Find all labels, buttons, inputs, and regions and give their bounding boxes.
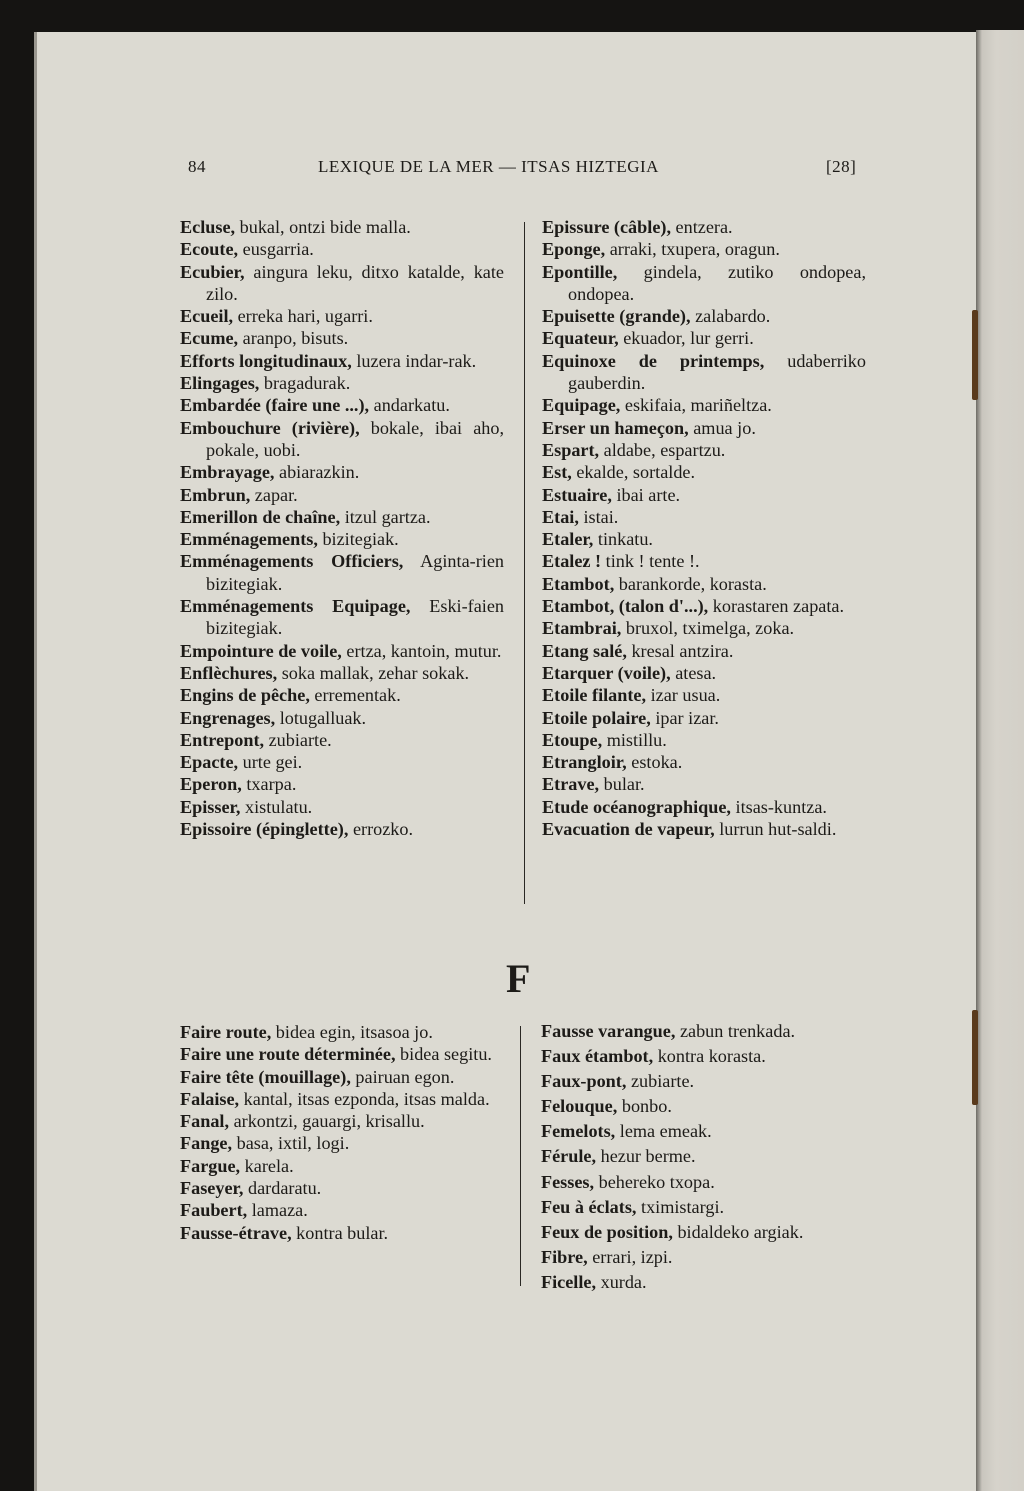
dictionary-entry <box>541 1270 865 1295</box>
headword: Femelots, <box>541 1121 616 1142</box>
translation: erreka hari, ugarri. <box>233 306 373 327</box>
headword: Feu à éclats, <box>541 1196 637 1217</box>
section-letter: F <box>506 956 531 1001</box>
translation: Eski-faien bizitegiak. <box>206 596 504 639</box>
translation: kontra bular. <box>291 1222 389 1243</box>
translation: dardaratu. <box>243 1178 322 1199</box>
translation: hezur berme. <box>596 1146 696 1167</box>
translation: ipar izar. <box>650 707 719 728</box>
translation: kantal, itsas ezponda, itsas malda. <box>239 1088 490 1109</box>
dictionary-entry <box>180 1088 502 1110</box>
headword: Est, <box>542 462 572 483</box>
dictionary-entry <box>542 818 866 840</box>
translation: bidea egin, itsasoa jo. <box>271 1022 433 1042</box>
translation: bukal, ontzi bide malla. <box>235 217 411 237</box>
column-e-right <box>542 216 866 840</box>
translation: aranpo, bisuts. <box>238 328 349 349</box>
headword: Fausse varangue, <box>541 1021 676 1041</box>
headword: Entrepont, <box>180 729 265 750</box>
dictionary-entry <box>180 729 504 751</box>
headword: Felouque, <box>541 1096 618 1117</box>
translation: amua jo. <box>688 417 756 438</box>
headword: Fausse-étrave, <box>180 1222 292 1243</box>
translation: eusgarria. <box>238 239 314 260</box>
headword: Etarquer (voile), <box>542 662 671 683</box>
translation: bidea segitu. <box>395 1044 492 1065</box>
translation: ertza, kantoin, mutur. <box>341 640 502 661</box>
dictionary-entry <box>542 439 866 461</box>
headword: Etambot, <box>542 573 615 594</box>
translation: bizitegiak. <box>317 529 399 550</box>
headword: Emménagements, <box>180 529 318 550</box>
headword: Epuisette (grande), <box>542 306 691 327</box>
dictionary-entry <box>180 1177 502 1199</box>
translation: pairuan egon. <box>350 1066 455 1087</box>
translation: bruxol, tximelga, zoka. <box>621 618 795 639</box>
headword: Epissoire (épinglette), <box>180 819 349 840</box>
headword: Equateur, <box>542 328 619 349</box>
dictionary-entry <box>180 372 504 394</box>
headword: Fesses, <box>541 1171 595 1192</box>
dictionary-entry <box>542 528 866 550</box>
dictionary-entry <box>542 595 866 617</box>
dictionary-entry <box>542 796 866 818</box>
headword: Etrangloir, <box>542 752 627 773</box>
headword: Ecluse, <box>180 217 236 237</box>
headword: Faire tête (mouillage), <box>180 1066 351 1087</box>
translation: udaberriko gauberdin. <box>568 350 866 394</box>
translation: atesa. <box>670 662 717 683</box>
headword: Faux étambot, <box>541 1046 654 1067</box>
dictionary-entry <box>180 751 504 773</box>
dictionary-entry <box>542 773 866 795</box>
dictionary-entry <box>180 417 504 462</box>
headword: Epontille, <box>542 261 618 282</box>
dictionary-entry <box>180 305 504 327</box>
staple <box>972 1010 978 1105</box>
dictionary-entry <box>542 484 866 506</box>
headword: Emménagements Officiers, <box>180 551 404 572</box>
translation: andarkatu. <box>369 395 450 416</box>
translation: soka mallak, zehar sokak. <box>277 662 470 683</box>
translation: estoka. <box>626 752 683 773</box>
dictionary-entry <box>542 394 866 416</box>
dictionary-entry <box>180 818 504 840</box>
translation: bragadurak. <box>259 373 351 394</box>
translation: entzera. <box>671 217 733 237</box>
translation: tximistargi. <box>636 1196 725 1217</box>
headword: Equinoxe de printemps, <box>542 350 765 371</box>
headword: Elingages, <box>180 373 260 394</box>
headword: Epissure (câble), <box>542 217 671 237</box>
headword: Engrenages, <box>180 707 276 728</box>
translation: abiarazkin. <box>274 462 360 483</box>
headword: Etalez ! <box>542 551 602 572</box>
headword: Feux de position, <box>541 1221 673 1242</box>
translation: karela. <box>240 1155 294 1176</box>
translation: tinkatu. <box>593 529 653 550</box>
headword: Ficelle, <box>541 1271 597 1292</box>
headword: Fargue, <box>180 1155 241 1176</box>
dictionary-entry <box>180 1155 502 1177</box>
translation: izar usua. <box>646 685 721 706</box>
dictionary-entry <box>180 394 504 416</box>
translation: itzul gartza. <box>340 506 431 527</box>
translation: zubiarte. <box>626 1071 695 1092</box>
dictionary-entry <box>180 327 504 349</box>
translation: urte gei. <box>238 752 303 773</box>
translation: itsas-kuntza. <box>730 796 827 817</box>
translation: tink ! tente !. <box>601 551 700 572</box>
translation: basa, ixtil, logi. <box>232 1133 350 1154</box>
dictionary-entry <box>180 1021 502 1043</box>
headword: Etoile polaire, <box>542 707 651 728</box>
dictionary-entry <box>542 550 866 572</box>
headword: Etai, <box>542 506 579 527</box>
page-number: 84 <box>188 157 206 176</box>
dictionary-entry <box>180 506 504 528</box>
headword: Eponge, <box>542 239 606 260</box>
dictionary-entry <box>180 640 504 662</box>
headword: Ecueil, <box>180 306 234 327</box>
headword: Etaler, <box>542 529 594 550</box>
translation: Aginta-rien bizitegiak. <box>206 551 504 594</box>
dictionary-entry <box>180 796 504 818</box>
dictionary-entry <box>180 662 504 684</box>
dictionary-entry <box>180 1110 502 1132</box>
dictionary-entry <box>542 506 866 528</box>
headword: Etoile filante, <box>542 685 647 706</box>
headword: Embardée (faire une ...), <box>180 395 370 416</box>
headword: Etang salé, <box>542 640 627 661</box>
headword: Faseyer, <box>180 1178 244 1199</box>
headword: Erser un hameçon, <box>542 417 689 438</box>
dictionary-entry <box>180 350 504 372</box>
staple <box>972 310 978 400</box>
headword: Efforts longitudinaux, <box>180 350 352 371</box>
translation: errementak. <box>309 685 401 706</box>
headword: Eperon, <box>180 774 242 795</box>
dictionary-entry <box>180 1222 502 1244</box>
dictionary-entry <box>542 261 866 306</box>
dictionary-entry <box>542 350 866 395</box>
dictionary-entry <box>542 707 866 729</box>
translation: bidaldeko argiak. <box>672 1221 804 1242</box>
translation: ibai arte. <box>611 484 681 505</box>
dictionary-entry <box>180 684 504 706</box>
headword: Etrave, <box>542 774 600 795</box>
dictionary-entry <box>541 1044 865 1069</box>
headword: Ecoute, <box>180 239 239 260</box>
headword: Equipage, <box>542 395 621 416</box>
translation: ekalde, sortalde. <box>571 462 696 483</box>
dictionary-entry <box>541 1119 865 1144</box>
dictionary-entry <box>542 216 866 238</box>
dictionary-entry <box>542 729 866 751</box>
dictionary-entry <box>542 417 866 439</box>
dictionary-entry <box>542 461 866 483</box>
headword: Faubert, <box>180 1200 248 1221</box>
dictionary-entry <box>180 238 504 260</box>
headword: Epacte, <box>180 752 239 773</box>
dictionary-entry <box>180 484 504 506</box>
headword: Faux-pont, <box>541 1071 627 1092</box>
translation: lotugalluak. <box>275 707 367 728</box>
dictionary-entry <box>180 1066 502 1088</box>
translation: zalabardo. <box>690 306 771 327</box>
translation: errozko. <box>348 819 414 840</box>
headword: Emerillon de chaîne, <box>180 506 341 527</box>
column-e-left <box>180 216 504 840</box>
translation: bonbo. <box>617 1096 672 1117</box>
translation: arraki, txupera, oragun. <box>605 239 780 260</box>
section-number: [28] <box>826 157 857 176</box>
dictionary-entry <box>542 751 866 773</box>
dictionary-entry <box>180 216 504 238</box>
dictionary-entry <box>541 1094 865 1119</box>
headword: Empointure de voile, <box>180 640 342 661</box>
headword: Falaise, <box>180 1088 240 1109</box>
dictionary-entry <box>180 1043 502 1065</box>
translation: ekuador, lur gerri. <box>618 328 754 349</box>
dictionary-entry <box>180 550 504 595</box>
dictionary-entry <box>180 528 504 550</box>
dictionary-entry <box>180 1199 502 1221</box>
translation: xurda. <box>596 1271 647 1292</box>
headword: Etoupe, <box>542 729 603 750</box>
translation: kontra korasta. <box>653 1046 766 1067</box>
dictionary-entry <box>541 1144 865 1169</box>
headword: Faire une route déterminée, <box>180 1044 396 1065</box>
translation: zabun trenkada. <box>675 1021 796 1041</box>
translation: arkontzi, gauargi, krisallu. <box>229 1111 425 1132</box>
headword: Evacuation de vapeur, <box>542 819 715 840</box>
dictionary-entry <box>180 261 504 306</box>
translation: istai. <box>578 506 619 527</box>
headword: Etambrai, <box>542 618 622 639</box>
column-divider <box>524 222 525 904</box>
headword: Engins de pêche, <box>180 685 310 706</box>
running-title: LEXIQUE DE LA MER — ITSAS HIZTEGIA <box>318 157 659 176</box>
headword: Etambot, (talon d'...), <box>542 596 709 617</box>
translation: lamaza. <box>247 1200 308 1221</box>
headword: Estuaire, <box>542 484 612 505</box>
headword: Espart, <box>542 439 600 460</box>
headword: Emménagements Equipage, <box>180 596 411 617</box>
dictionary-entry <box>541 1069 865 1094</box>
translation: aingura leku, ditxo katalde, kate zilo. <box>206 261 504 304</box>
translation: lema emeak. <box>615 1121 712 1142</box>
translation: eskifaia, mariñeltza. <box>620 395 772 416</box>
dictionary-entry <box>541 1195 865 1220</box>
translation: kresal antzira. <box>626 640 734 661</box>
headword: Fibre, <box>541 1246 588 1267</box>
translation: txarpa. <box>241 774 297 795</box>
column-f-right <box>541 1019 865 1295</box>
dictionary-entry <box>180 1132 502 1154</box>
headword: Episser, <box>180 796 241 817</box>
dictionary-entry <box>542 305 866 327</box>
dictionary-entry <box>541 1245 865 1270</box>
dictionary-entry <box>542 327 866 349</box>
translation: aldabe, espartzu. <box>599 439 726 460</box>
translation: errari, izpi. <box>587 1246 673 1267</box>
dictionary-entry <box>180 707 504 729</box>
translation: bokale, ibai aho, pokale, uobi. <box>206 417 505 460</box>
dictionary-entry <box>542 573 866 595</box>
headword: Embrun, <box>180 484 251 505</box>
translation: xistulatu. <box>240 796 313 817</box>
translation: barankorde, korasta. <box>614 573 767 594</box>
headword: Fange, <box>180 1133 233 1154</box>
headword: Férule, <box>541 1146 597 1167</box>
next-page-edge <box>976 30 1024 1491</box>
dictionary-entry <box>542 640 866 662</box>
dictionary-entry <box>542 617 866 639</box>
column-divider <box>520 1026 521 1286</box>
dictionary-entry <box>542 238 866 260</box>
headword: Faire route, <box>180 1022 272 1042</box>
dictionary-entry <box>541 1220 865 1245</box>
translation: korastaren zapata. <box>708 596 845 617</box>
headword: Enflèchures, <box>180 662 278 683</box>
headword: Etude océanographique, <box>542 796 731 817</box>
translation: luzera indar-rak. <box>351 350 477 371</box>
dictionary-entry <box>542 662 866 684</box>
headword: Fanal, <box>180 1111 230 1132</box>
translation: gindela, zutiko ondopea, ondopea. <box>568 261 866 304</box>
dictionary-entry <box>180 461 504 483</box>
dictionary-entry <box>180 595 504 640</box>
translation: behereko txopa. <box>594 1171 715 1192</box>
column-f-left <box>180 1021 502 1244</box>
dictionary-entry <box>180 773 504 795</box>
headword: Ecubier, <box>180 261 245 282</box>
dictionary-entry <box>542 684 866 706</box>
headword: Embouchure (rivière), <box>180 417 360 438</box>
dictionary-entry <box>541 1170 865 1195</box>
translation: zapar. <box>250 484 298 505</box>
dictionary-entry <box>541 1019 865 1044</box>
translation: zubiarte. <box>264 729 332 750</box>
headword: Ecume, <box>180 328 239 349</box>
translation: lurrun hut-saldi. <box>714 819 837 840</box>
translation: mistillu. <box>602 729 667 750</box>
headword: Embrayage, <box>180 462 275 483</box>
translation: bular. <box>599 774 645 795</box>
